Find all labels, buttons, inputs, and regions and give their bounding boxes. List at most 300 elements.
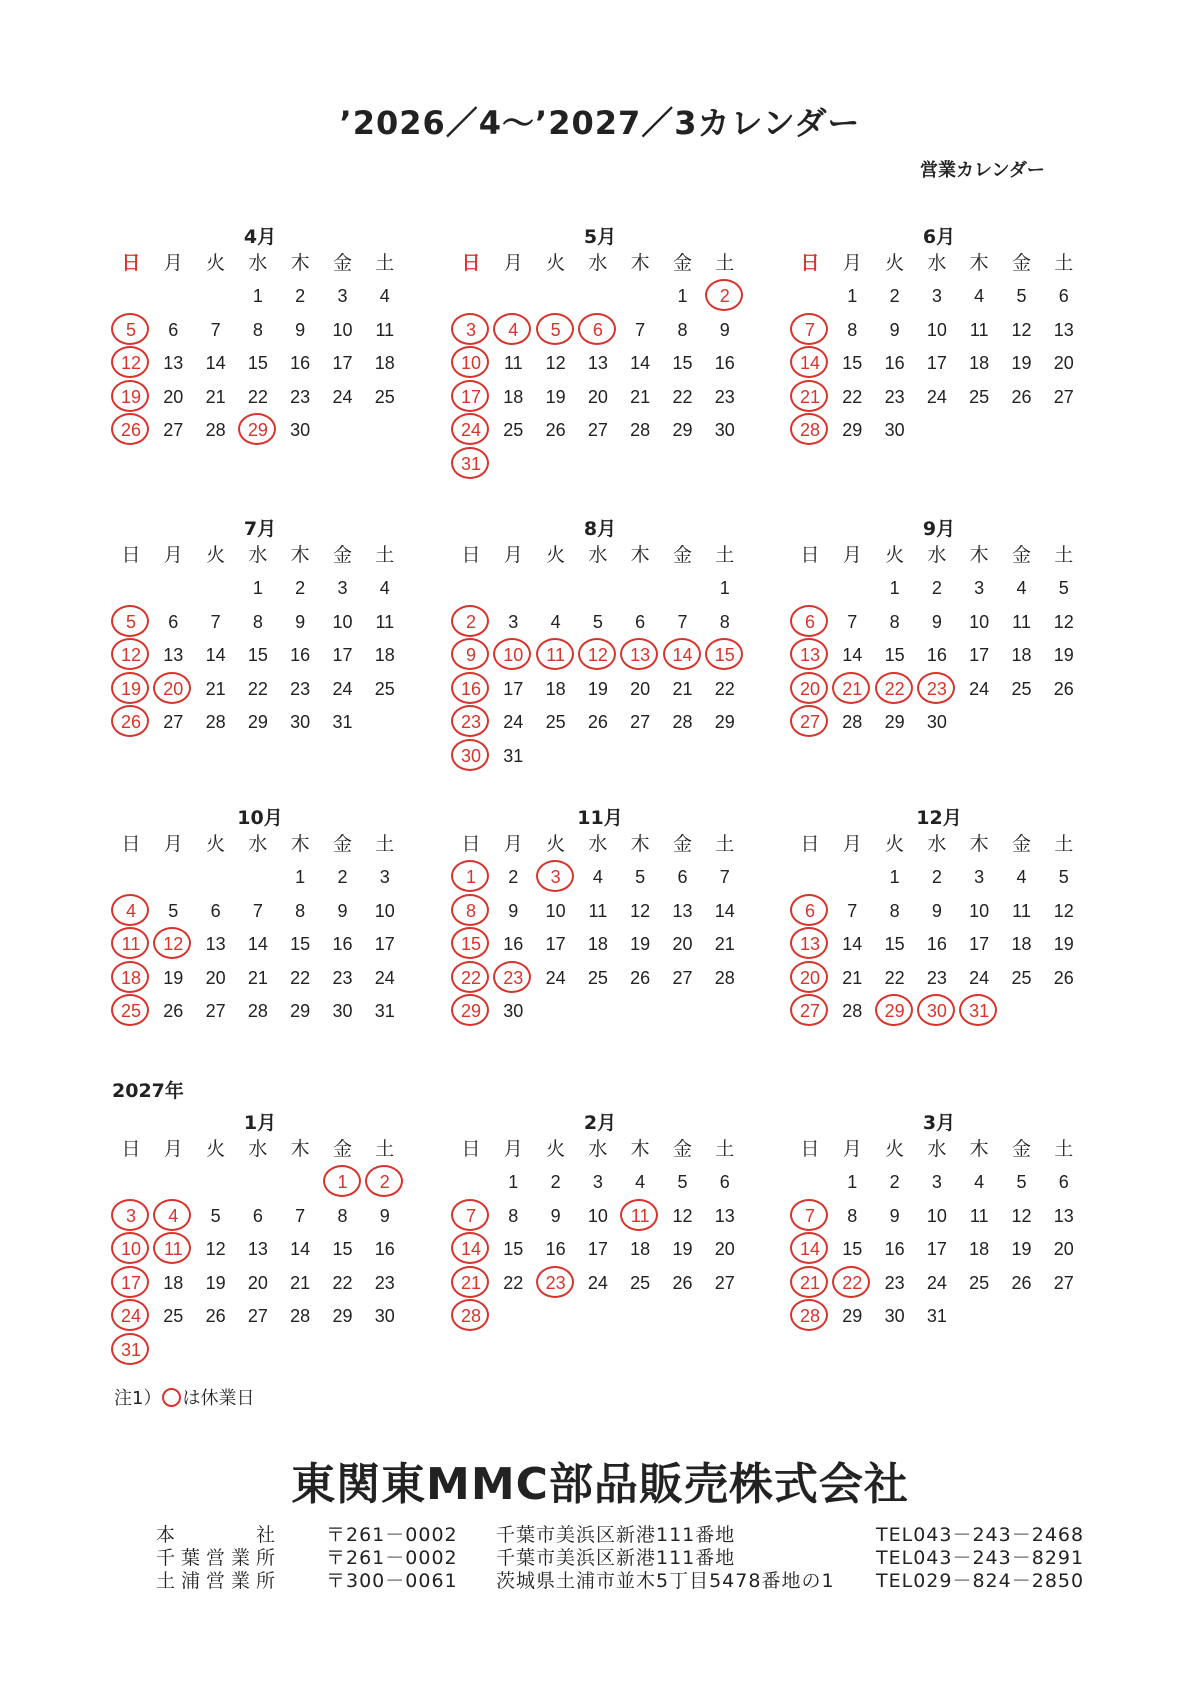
day: 23	[714, 386, 735, 407]
day: 28	[630, 420, 651, 441]
day: 18	[503, 386, 524, 407]
holiday-day: 20	[789, 962, 831, 994]
day: 1	[252, 286, 263, 306]
month-title: 5月	[583, 226, 617, 248]
day: 12	[672, 1205, 693, 1226]
holiday-day: 22	[450, 962, 492, 994]
weekday-header: 月	[842, 544, 862, 566]
weekday-header: 木	[969, 252, 989, 274]
day: 10	[374, 900, 395, 921]
holiday-day: 23	[450, 706, 492, 738]
day: 3	[592, 1172, 603, 1192]
day: 1	[508, 1172, 519, 1192]
day: 29	[842, 1306, 863, 1327]
office-zip: 〒261－0002	[326, 1524, 458, 1546]
office-row	[156, 1566, 1106, 1590]
holiday-day: 31	[958, 995, 1000, 1027]
day: 15	[247, 353, 268, 374]
holiday-day: 10	[450, 347, 492, 379]
day: 8	[337, 1205, 348, 1226]
weekday-header: 水	[248, 1138, 268, 1160]
day: 10	[969, 900, 990, 921]
day: 15	[290, 934, 311, 955]
day: 29	[842, 420, 863, 441]
day: 23	[374, 1272, 395, 1293]
day: 28	[714, 967, 735, 988]
weekday-header: 月	[503, 833, 523, 855]
day: 6	[1058, 1172, 1069, 1192]
day: 21	[205, 678, 226, 699]
weekday-header: 火	[206, 1138, 226, 1160]
day: 15	[247, 645, 268, 666]
weekday-header: 日	[800, 833, 820, 855]
day: 9	[295, 611, 306, 632]
day: 15	[842, 1239, 863, 1260]
day: 16	[926, 645, 947, 666]
holiday-day: 2	[704, 280, 746, 312]
day: 2	[889, 286, 900, 306]
day: 28	[842, 1001, 863, 1022]
day: 19	[1011, 353, 1032, 374]
day: 30	[884, 420, 905, 441]
day: 26	[1011, 386, 1032, 407]
weekday-header: 木	[290, 544, 310, 566]
weekday-header: 月	[503, 252, 523, 274]
day: 27	[672, 967, 693, 988]
day: 1	[719, 578, 730, 598]
day: 26	[587, 712, 608, 733]
day: 3	[337, 578, 348, 598]
day: 21	[714, 934, 735, 955]
holiday-day: 6	[789, 895, 831, 927]
weekday-header: 木	[969, 1138, 989, 1160]
weekday-header: 月	[163, 833, 183, 855]
holiday-day: 13	[789, 639, 831, 671]
weekday-header: 火	[885, 833, 905, 855]
holiday-day: 15	[450, 928, 492, 960]
day: 24	[374, 967, 395, 988]
office-name: 千葉営業所	[156, 1547, 276, 1569]
day: 23	[290, 386, 311, 407]
day: 16	[545, 1239, 566, 1260]
day: 17	[545, 934, 566, 955]
holiday-day: 19	[110, 381, 152, 413]
day: 25	[374, 386, 395, 407]
weekday-header: 金	[672, 1138, 692, 1160]
day: 4	[1016, 867, 1027, 887]
day: 2	[295, 286, 306, 306]
day: 2	[337, 867, 348, 887]
day: 18	[163, 1272, 184, 1293]
day: 18	[374, 645, 395, 666]
legend-note	[114, 1384, 254, 1410]
day: 8	[889, 611, 900, 632]
weekday-header: 日	[461, 833, 481, 855]
day: 29	[672, 420, 693, 441]
office-address: 茨城県土浦市並木5丁目5478番地の1	[496, 1570, 835, 1592]
weekday-header: 木	[969, 544, 989, 566]
day: 8	[295, 900, 306, 921]
day: 3	[931, 286, 942, 306]
weekday-header: 月	[842, 1138, 862, 1160]
weekday-header: 月	[163, 544, 183, 566]
weekday-header: 日	[121, 1138, 141, 1160]
day: 22	[247, 678, 268, 699]
day: 6	[635, 611, 646, 632]
day: 19	[630, 934, 651, 955]
day: 29	[332, 1306, 353, 1327]
day: 23	[332, 967, 353, 988]
weekday-header: 日	[800, 1138, 820, 1160]
weekday-header: 木	[630, 1138, 650, 1160]
day: 25	[1011, 678, 1032, 699]
day: 17	[926, 353, 947, 374]
day: 17	[969, 645, 990, 666]
day: 4	[635, 1172, 646, 1192]
day: 20	[1053, 353, 1074, 374]
day: 18	[969, 353, 990, 374]
day: 1	[252, 578, 263, 598]
holiday-day: 27	[789, 706, 831, 738]
day: 2	[931, 578, 942, 598]
day: 17	[926, 1239, 947, 1260]
day: 7	[252, 900, 263, 921]
weekday-header: 火	[546, 1138, 566, 1160]
weekday-header: 金	[1011, 252, 1031, 274]
office-zip: 〒261－0002	[326, 1547, 458, 1569]
holiday-day: 20	[152, 673, 194, 705]
day: 19	[163, 967, 184, 988]
day: 23	[884, 386, 905, 407]
day: 11	[969, 319, 989, 340]
holiday-day: 27	[789, 995, 831, 1027]
holiday-day: 29	[450, 995, 492, 1027]
weekday-header: 金	[672, 544, 692, 566]
day: 10	[332, 611, 353, 632]
weekday-header: 日	[121, 544, 141, 566]
day: 13	[587, 353, 608, 374]
day: 2	[508, 867, 519, 887]
day: 19	[205, 1272, 226, 1293]
day: 5	[1016, 1172, 1027, 1192]
weekday-header: 火	[206, 252, 226, 274]
day: 30	[332, 1001, 353, 1022]
holiday-day: 21	[450, 1267, 492, 1299]
day: 4	[974, 1172, 985, 1192]
day: 8	[508, 1205, 519, 1226]
day: 17	[587, 1239, 608, 1260]
day: 1	[889, 867, 900, 887]
holiday-day: 12	[577, 639, 619, 671]
day: 13	[163, 645, 184, 666]
day: 26	[672, 1272, 693, 1293]
day: 20	[1053, 1239, 1074, 1260]
day: 24	[969, 678, 990, 699]
day: 4	[974, 286, 985, 306]
day: 22	[714, 678, 735, 699]
day: 30	[714, 420, 735, 441]
day: 10	[969, 611, 990, 632]
day: 5	[1058, 578, 1069, 598]
weekday-header: 金	[1011, 1138, 1031, 1160]
day: 18	[545, 678, 566, 699]
day: 23	[290, 678, 311, 699]
day: 28	[842, 712, 863, 733]
day: 28	[205, 420, 226, 441]
day: 16	[290, 645, 311, 666]
day: 21	[672, 678, 693, 699]
day: 6	[168, 611, 179, 632]
day: 19	[672, 1239, 693, 1260]
day: 24	[545, 967, 566, 988]
day: 11	[588, 900, 608, 921]
day: 17	[332, 353, 353, 374]
day: 2	[931, 867, 942, 887]
day: 31	[926, 1306, 947, 1327]
month-title: 2月	[583, 1112, 617, 1134]
day: 12	[1053, 900, 1074, 921]
day: 3	[337, 286, 348, 306]
day: 16	[332, 934, 353, 955]
month-title: 11月	[577, 807, 623, 829]
day: 14	[630, 353, 651, 374]
weekday-header: 火	[885, 252, 905, 274]
day: 23	[884, 1272, 905, 1293]
day: 27	[587, 420, 608, 441]
weekday-header: 木	[630, 544, 650, 566]
holiday-day: 3	[110, 1200, 152, 1232]
day: 24	[332, 678, 353, 699]
day: 26	[1011, 1272, 1032, 1293]
weekday-header: 日	[800, 252, 820, 274]
day: 14	[290, 1239, 311, 1260]
day: 15	[884, 645, 905, 666]
day: 4	[379, 578, 390, 598]
weekday-header: 火	[885, 544, 905, 566]
holiday-day: 17	[450, 381, 492, 413]
day: 12	[205, 1239, 226, 1260]
day: 7	[847, 900, 858, 921]
day: 25	[163, 1306, 184, 1327]
holiday-day: 30	[916, 995, 958, 1027]
weekday-header: 月	[163, 1138, 183, 1160]
holiday-day: 28	[450, 1300, 492, 1332]
holiday-day: 29	[874, 995, 916, 1027]
day: 3	[974, 578, 985, 598]
day: 28	[672, 712, 693, 733]
day: 30	[503, 1001, 524, 1022]
holiday-day: 1	[322, 1166, 364, 1198]
day: 7	[210, 611, 221, 632]
day: 25	[630, 1272, 651, 1293]
holiday-day: 21	[831, 673, 873, 705]
day: 5	[1016, 286, 1027, 306]
day: 17	[374, 934, 395, 955]
holiday-day: 9	[450, 639, 492, 671]
day: 24	[926, 386, 947, 407]
holiday-day: 22	[831, 1267, 873, 1299]
weekday-header: 火	[546, 252, 566, 274]
day: 9	[931, 611, 942, 632]
day: 10	[545, 900, 566, 921]
day: 3	[931, 1172, 942, 1192]
day: 25	[374, 678, 395, 699]
day: 14	[247, 934, 268, 955]
day: 26	[1053, 967, 1074, 988]
note-prefix: 注1）	[114, 1388, 162, 1409]
holiday-day: 8	[450, 895, 492, 927]
holiday-day: 24	[110, 1300, 152, 1332]
holiday-day: 3	[535, 861, 577, 893]
day: 22	[884, 967, 905, 988]
day: 5	[592, 611, 603, 632]
day: 11	[375, 611, 395, 632]
day: 7	[635, 319, 646, 340]
weekday-header: 水	[927, 252, 947, 274]
holiday-day: 6	[789, 606, 831, 638]
weekday-header: 木	[630, 833, 650, 855]
office-address: 千葉市美浜区新港111番地	[496, 1547, 736, 1569]
day: 16	[884, 353, 905, 374]
day: 19	[1011, 1239, 1032, 1260]
day: 18	[374, 353, 395, 374]
day: 20	[587, 386, 608, 407]
day: 29	[884, 712, 905, 733]
day: 28	[205, 712, 226, 733]
day: 20	[630, 678, 651, 699]
weekday-header: 日	[800, 544, 820, 566]
day: 3	[508, 611, 519, 632]
day: 5	[635, 867, 646, 887]
day: 30	[290, 712, 311, 733]
weekday-header: 土	[375, 252, 395, 274]
day: 25	[1011, 967, 1032, 988]
weekday-header: 火	[546, 544, 566, 566]
day: 9	[719, 319, 730, 340]
holiday-day: 21	[789, 1267, 831, 1299]
holiday-day: 23	[492, 962, 534, 994]
weekday-header: 土	[375, 544, 395, 566]
day: 8	[677, 319, 688, 340]
day: 16	[884, 1239, 905, 1260]
day: 21	[205, 386, 226, 407]
day: 22	[332, 1272, 353, 1293]
weekday-header: 火	[206, 544, 226, 566]
holiday-day: 13	[789, 928, 831, 960]
day: 27	[1053, 386, 1074, 407]
day: 1	[677, 286, 688, 306]
day: 18	[587, 934, 608, 955]
day: 15	[672, 353, 693, 374]
holiday-day: 4	[110, 895, 152, 927]
day: 4	[379, 286, 390, 306]
day: 8	[252, 611, 263, 632]
day: 6	[168, 319, 179, 340]
day: 13	[714, 1205, 735, 1226]
holiday-day: 31	[110, 1334, 152, 1366]
day: 13	[672, 900, 693, 921]
holiday-day: 26	[110, 414, 152, 446]
day: 18	[1011, 934, 1032, 955]
day: 15	[332, 1239, 353, 1260]
holiday-day: 23	[535, 1267, 577, 1299]
day: 27	[247, 1306, 268, 1327]
holiday-day: 26	[110, 706, 152, 738]
holiday-day: 3	[450, 314, 492, 346]
day: 1	[295, 867, 306, 887]
day: 4	[1016, 578, 1027, 598]
day: 6	[719, 1172, 730, 1192]
holiday-day: 1	[450, 861, 492, 893]
office-name: 土浦営業所	[156, 1570, 276, 1592]
day: 8	[889, 900, 900, 921]
day: 9	[889, 1205, 900, 1226]
weekday-header: 日	[461, 252, 481, 274]
day: 17	[332, 645, 353, 666]
day: 24	[969, 967, 990, 988]
weekday-header: 金	[332, 1138, 352, 1160]
day: 18	[630, 1239, 651, 1260]
day: 15	[884, 934, 905, 955]
weekday-header: 日	[461, 1138, 481, 1160]
day: 22	[247, 386, 268, 407]
day: 9	[550, 1205, 561, 1226]
holiday-day: 24	[450, 414, 492, 446]
day: 12	[1011, 1205, 1032, 1226]
day: 15	[842, 353, 863, 374]
holiday-day: 5	[110, 606, 152, 638]
day: 29	[714, 712, 735, 733]
year-label: 2027年	[112, 1080, 184, 1102]
day: 20	[672, 934, 693, 955]
office-row	[156, 1520, 1106, 1544]
holiday-day: 12	[152, 928, 194, 960]
day: 9	[508, 900, 519, 921]
day: 10	[332, 319, 353, 340]
day: 1	[889, 578, 900, 598]
day: 5	[210, 1205, 221, 1226]
day: 26	[545, 420, 566, 441]
day: 21	[842, 967, 863, 988]
day: 2	[889, 1172, 900, 1192]
holiday-day: 15	[704, 639, 746, 671]
day: 9	[337, 900, 348, 921]
weekday-header: 土	[1054, 833, 1074, 855]
day: 18	[969, 1239, 990, 1260]
day: 9	[931, 900, 942, 921]
day: 28	[247, 1001, 268, 1022]
weekday-header: 金	[1011, 833, 1031, 855]
day: 17	[503, 678, 524, 699]
holiday-day: 28	[789, 1300, 831, 1332]
day: 6	[677, 867, 688, 887]
holiday-day: 4	[152, 1200, 194, 1232]
day: 30	[290, 420, 311, 441]
weekday-header: 木	[969, 833, 989, 855]
holiday-day: 28	[789, 414, 831, 446]
day: 14	[205, 645, 226, 666]
office-row	[156, 1543, 1106, 1567]
month-title: 7月	[243, 518, 277, 540]
day: 14	[842, 934, 863, 955]
holiday-day: 12	[110, 347, 152, 379]
holiday-day: 18	[110, 962, 152, 994]
day: 14	[714, 900, 735, 921]
day: 27	[714, 1272, 735, 1293]
day: 25	[969, 1272, 990, 1293]
weekday-header: 水	[248, 252, 268, 274]
weekday-header: 日	[121, 252, 141, 274]
